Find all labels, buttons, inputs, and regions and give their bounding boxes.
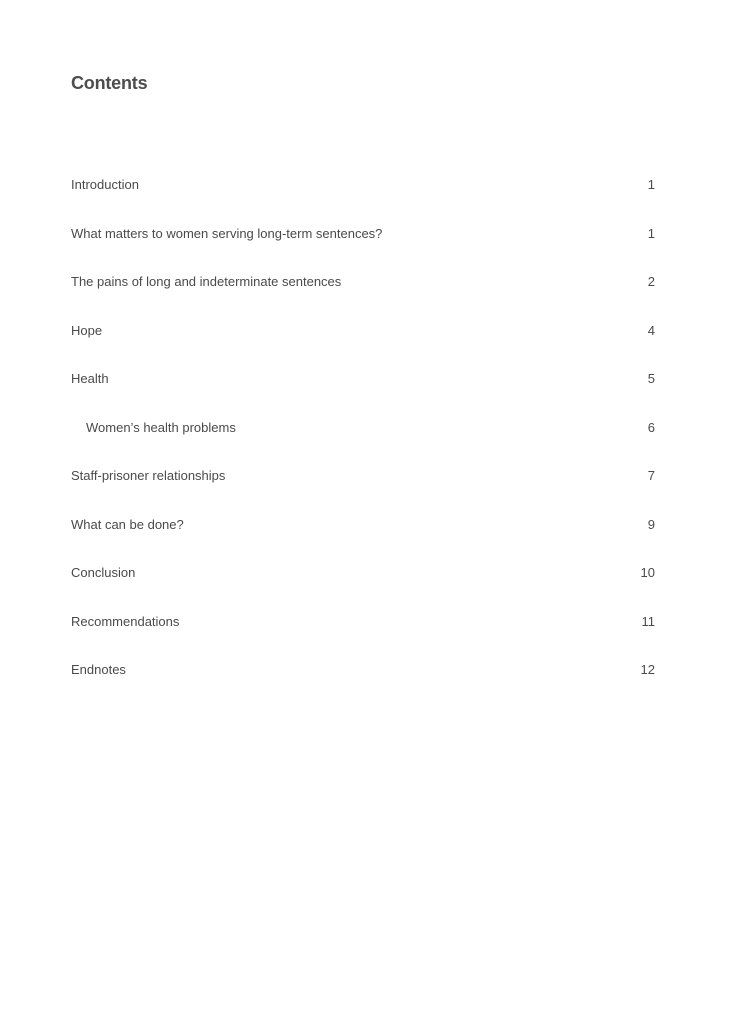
- toc-entry-page-number: 12: [640, 662, 655, 677]
- toc-entry-label: Introduction: [71, 177, 139, 192]
- toc-entry-page-number: 5: [647, 371, 655, 386]
- toc-entry-hope[interactable]: [71, 323, 655, 372]
- toc-entry-label: Women’s health problems: [86, 419, 236, 435]
- toc-entry-recommendations[interactable]: [71, 614, 655, 663]
- toc-entry-introduction[interactable]: [71, 177, 655, 226]
- page-title: Contents: [71, 73, 148, 93]
- toc-entry-page-number: 2: [647, 274, 655, 289]
- toc-entry-endnotes[interactable]: [71, 662, 655, 711]
- toc-entry-conclusion[interactable]: [71, 565, 655, 614]
- toc-entry-pains[interactable]: [71, 274, 655, 323]
- toc-entry-page-number: 1: [647, 177, 655, 192]
- toc-entry-page-number: 7: [647, 468, 655, 483]
- toc-entry-label: Endnotes: [71, 662, 126, 677]
- toc-entry-label: What can be done?: [71, 516, 184, 532]
- toc-entry-page-number: 4: [647, 322, 655, 338]
- toc-entry-what-matters[interactable]: [71, 226, 655, 275]
- toc-entry-page-number: 6: [647, 419, 655, 435]
- toc-entry-label: Conclusion: [71, 565, 136, 580]
- toc-entry-label: Staff-prisoner relationships: [71, 468, 226, 483]
- toc-entry-label: Hope: [71, 322, 103, 338]
- toc-entry-label: The pains of long and indeterminate sentences: [71, 274, 342, 289]
- toc-entry-page-number: 9: [647, 516, 655, 532]
- toc-entry-label: Recommendations: [71, 613, 180, 629]
- toc-entry-label: Health: [71, 371, 109, 386]
- toc-entry-label: What matters to women serving long-term sentences?: [71, 225, 383, 241]
- table-of-contents: [71, 177, 655, 711]
- toc-entry-womens-health[interactable]: [71, 420, 655, 469]
- toc-entry-page-number: 10: [640, 565, 655, 580]
- toc-entry-page-number: 1: [647, 225, 655, 241]
- toc-entry-what-can-be-done[interactable]: [71, 517, 655, 566]
- toc-entry-page-number: 11: [641, 613, 655, 629]
- toc-entry-health[interactable]: [71, 371, 655, 420]
- toc-entry-staff-prisoner[interactable]: [71, 468, 655, 517]
